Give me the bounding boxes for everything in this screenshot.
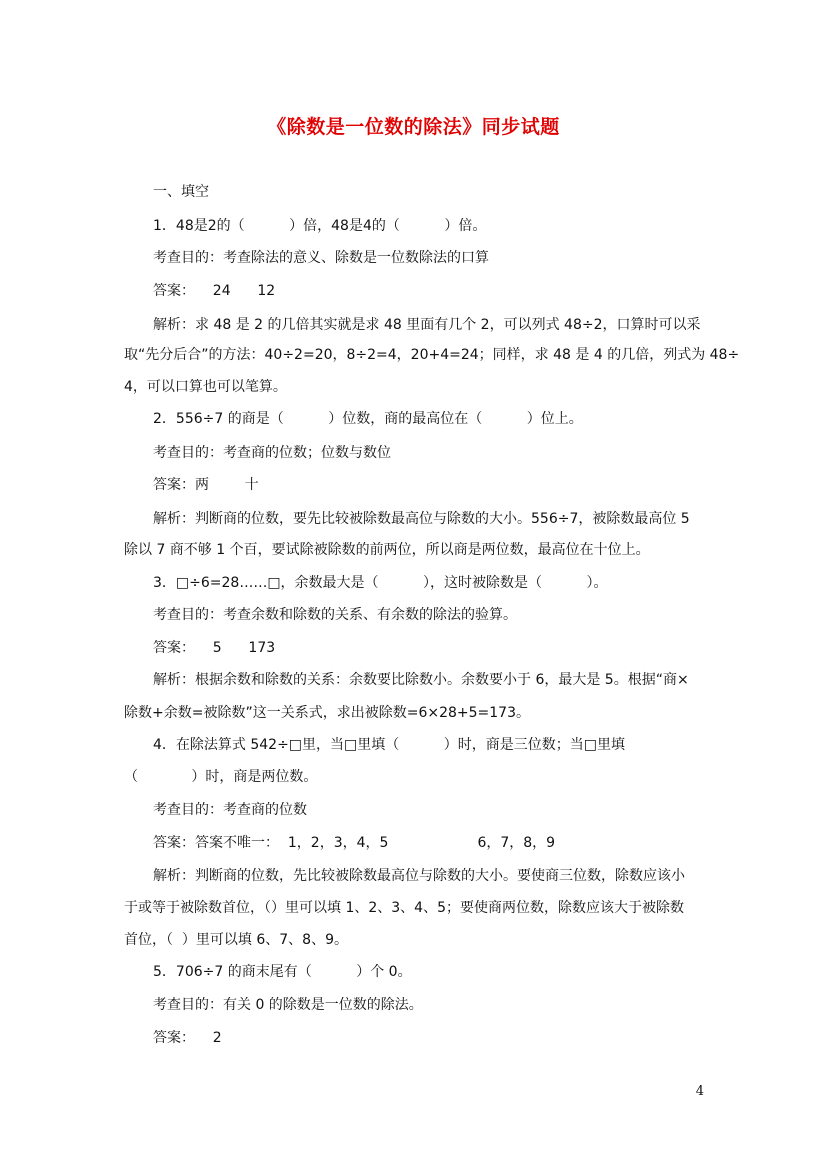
question-3: 3．□÷6=28……□，余数最大是（ ），这时被除数是（ ）。 bbox=[153, 575, 608, 591]
q1-analysis-line-3: 4，可以口算也可以笔算。 bbox=[124, 379, 287, 395]
q1-analysis-line-2: 取“先分后合”的方法：40÷2=20，8÷2=4，20+4=24；同样，求 48 是 4 的几倍，列式为 48÷ bbox=[124, 347, 740, 363]
q2-analysis-line-1: 解析：判断商的位数，要先比较被除数最高位与除数的大小。556÷7，被除数最高位 5 bbox=[153, 511, 690, 527]
page-number: 4 bbox=[695, 1084, 704, 1099]
q3-objective: 考查目的：考查余数和除数的关系、有余数的除法的验算。 bbox=[153, 607, 517, 623]
q4-answer: 答案：答案不唯一： 1，2，3，4，5 6，7，8，9 bbox=[153, 835, 556, 851]
q3-answer: 答案： 5 173 bbox=[153, 640, 276, 656]
section-heading: 一、填空 bbox=[153, 184, 209, 200]
q4-analysis-line-1: 解析：判断商的位数，先比较被除数最高位与除数的大小。要使商三位数，除数应该小 bbox=[153, 868, 685, 884]
question-1: 1．48是2的（ ）倍，48是4的（ ）倍。 bbox=[153, 218, 487, 234]
q4-analysis-line-3: 首位，（ ）里可以填 6、7、8、9。 bbox=[124, 932, 348, 948]
q5-answer: 答案： 2 bbox=[153, 1030, 222, 1046]
q3-analysis-line-1: 解析：根据余数和除数的关系：余数要比除数小。余数要小于 6，最大是 5。根据“商× bbox=[153, 672, 689, 688]
q4-objective: 考查目的：考查商的位数 bbox=[153, 802, 307, 818]
q1-answer: 答案： 24 12 bbox=[153, 283, 276, 299]
q1-objective: 考查目的：考查除法的意义、除数是一位数除法的口算 bbox=[153, 250, 489, 266]
document-title: 《除数是一位数的除法》同步试题 bbox=[267, 116, 560, 138]
question-4-line-2: （ ）时，商是两位数。 bbox=[124, 769, 318, 785]
question-5: 5．706÷7 的商末尾有（ ）个 0。 bbox=[153, 964, 412, 980]
q1-analysis-line-1: 解析：求 48 是 2 的几倍其实就是求 48 里面有几个 2，可以列式 48÷2，口算时可以采 bbox=[153, 317, 701, 333]
question-2: 2．556÷7 的商是（ ）位数，商的最高位在（ ）位上。 bbox=[153, 411, 583, 427]
q4-analysis-line-2: 于或等于被除数首位，（）里可以填 1、2、3、4、5；要使商两位数，除数应该大于被除数 bbox=[124, 900, 684, 916]
q3-analysis-line-2: 除数+余数=被除数”这一关系式，求出被除数=6×28+5=173。 bbox=[124, 705, 530, 721]
question-4-line-1: 4．在除法算式 542÷□里，当□里填（ ）时，商是三位数；当□里填 bbox=[153, 737, 625, 753]
q2-analysis-line-2: 除以 7 商不够 1 个百，要试除被除数的前两位，所以商是两位数，最高位在十位上。 bbox=[124, 542, 650, 558]
q2-objective: 考查目的：考查商的位数；位数与数位 bbox=[153, 445, 391, 461]
q5-objective: 考查目的：有关 0 的除数是一位数的除法。 bbox=[153, 997, 423, 1013]
q2-answer: 答案：两 十 bbox=[153, 477, 259, 493]
